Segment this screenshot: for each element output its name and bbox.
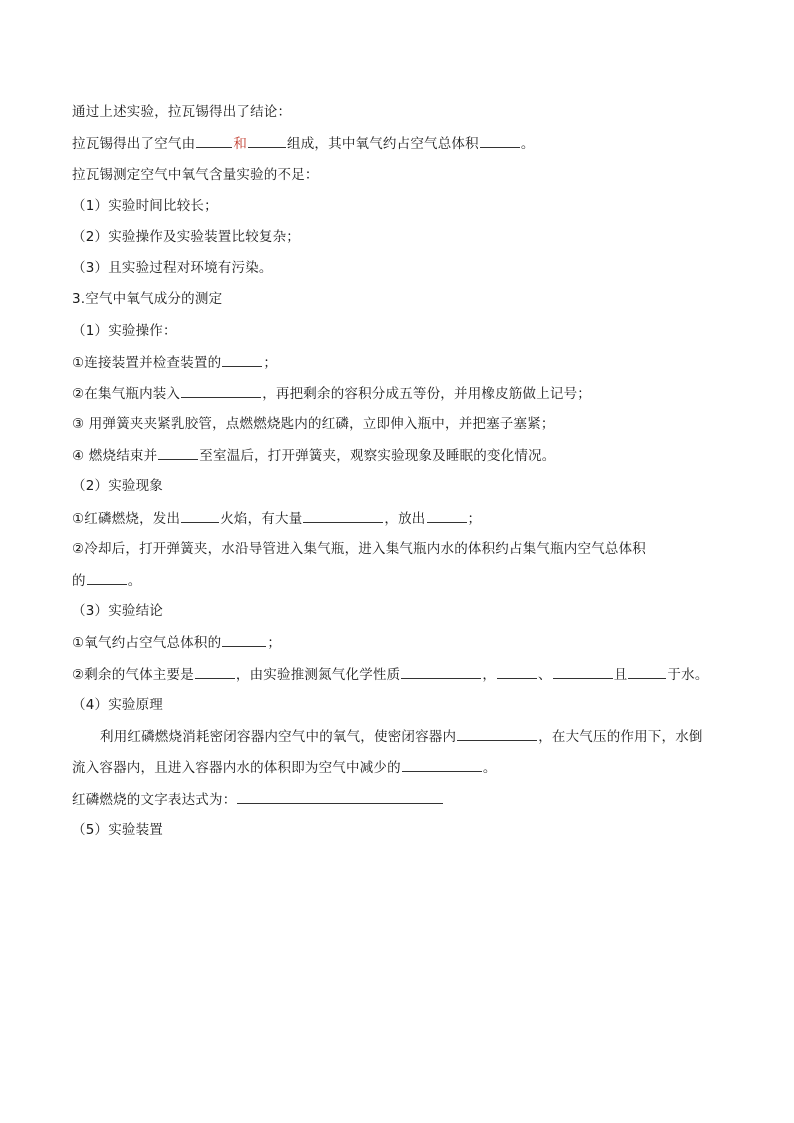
text: 3.空气中氧气成分的测定 <box>72 291 223 307</box>
text: ③ 用弹簧夹夹紧乳胶管，点燃燃烧匙内的红磷，立即伸入瓶中，并把塞子塞紧； <box>72 416 555 432</box>
blank-field[interactable] <box>248 134 286 148</box>
blank-field[interactable] <box>303 509 383 523</box>
text: （4）实验原理 <box>72 697 163 713</box>
step-4 <box>72 446 556 465</box>
subheading-apparatus <box>72 821 163 839</box>
blank-field[interactable] <box>181 384 261 398</box>
text: 流入容器内，且进入容器内水的体积即为空气中减少的 <box>72 760 401 776</box>
text: 、 <box>538 667 552 683</box>
blank-field[interactable] <box>222 353 262 367</box>
phenomenon-2-cont <box>72 571 141 590</box>
blank-field[interactable] <box>222 633 266 647</box>
blank-field[interactable] <box>427 509 467 523</box>
text: ②剩余的气体主要是 <box>72 667 194 683</box>
subheading-phenomenon <box>72 477 163 495</box>
blank-field[interactable] <box>196 134 232 148</box>
text: ， <box>482 667 497 683</box>
blank-field[interactable] <box>87 571 127 585</box>
text: 拉瓦锡测定空气中氧气含量实验的不足： <box>72 167 319 183</box>
blank-field[interactable] <box>158 446 198 460</box>
text: 至室温后，打开弹簧夹，观察实验现象及睡眠的变化情况。 <box>199 448 556 464</box>
blank-field[interactable] <box>237 790 443 804</box>
text: ①红磷燃烧，发出 <box>72 511 181 527</box>
text: ； <box>263 355 278 371</box>
phenomenon-2 <box>72 540 646 558</box>
text: ，由实验推测氮气化学性质 <box>235 667 401 683</box>
step-3 <box>72 415 555 433</box>
text: ； <box>267 635 282 651</box>
blank-field[interactable] <box>181 509 219 523</box>
lavoisier-conclusion <box>72 134 535 153</box>
shortcoming-1 <box>72 197 218 215</box>
text: 且 <box>613 667 628 683</box>
principle-text <box>100 727 703 746</box>
text: ，放出 <box>384 511 426 527</box>
text: ②在集气瓶内装入 <box>72 386 181 402</box>
text: （2）实验操作及实验装置比较复杂； <box>72 229 300 245</box>
blank-field[interactable] <box>480 134 520 148</box>
text: 红磷燃烧的文字表达式为： <box>72 792 237 808</box>
step-2 <box>72 384 591 403</box>
blank-field[interactable] <box>628 665 666 679</box>
text: ，在大气压的作用下，水倒 <box>538 729 703 745</box>
text: ④ 燃烧结束并 <box>72 448 158 464</box>
shortcoming-2 <box>72 228 300 246</box>
blank-field[interactable] <box>402 758 482 772</box>
text: （5）实验装置 <box>72 822 163 838</box>
text: 。 <box>520 136 535 152</box>
text: 组成，其中氧气约占空气总体积 <box>287 136 479 152</box>
text: ，再把剩余的容积分成五等份，并用橡皮筋做上记号； <box>262 386 592 402</box>
text: 的 <box>72 573 86 589</box>
conclusion-intro <box>72 103 291 121</box>
text: 。 <box>127 573 142 589</box>
text: 通过上述实验，拉瓦锡得出了结论： <box>72 104 292 120</box>
text: 拉瓦锡得出了空气由 <box>72 136 196 152</box>
text: （3）实验结论 <box>72 603 163 619</box>
blank-field[interactable] <box>497 665 537 679</box>
text: 火焰，有大量 <box>220 511 303 527</box>
text: 于水。 <box>667 667 709 683</box>
text: ； <box>467 511 482 527</box>
blank-field[interactable] <box>457 727 537 741</box>
text: ②冷却后，打开弹簧夹，水沿导管进入集气瓶，进入集气瓶内水的体积约占集气瓶内空气总体积 <box>72 541 647 557</box>
subheading-principle <box>72 696 163 714</box>
subheading-operation <box>72 322 177 340</box>
blank-field[interactable] <box>553 665 613 679</box>
conclusion-1 <box>72 633 281 652</box>
word-equation <box>72 790 444 809</box>
text: ①连接装置并检查装置的 <box>72 355 222 371</box>
text: （2）实验现象 <box>72 478 163 494</box>
text: 利用红磷燃烧消耗密闭容器内空气中的氧气，使密闭容器内 <box>100 729 457 745</box>
blank-field[interactable] <box>401 665 481 679</box>
text: （3）且实验过程对环境有污染。 <box>72 260 273 276</box>
section-heading <box>72 290 222 308</box>
shortcomings-heading <box>72 166 319 184</box>
phenomenon-1 <box>72 509 481 528</box>
subheading-conclusion <box>72 602 163 620</box>
text: （1）实验操作： <box>72 323 177 339</box>
text: 。 <box>482 760 497 776</box>
step-1 <box>72 353 277 372</box>
text-accent: 和 <box>233 136 248 152</box>
principle-text-cont <box>72 758 497 777</box>
blank-field[interactable] <box>195 665 235 679</box>
text: （1）实验时间比较长； <box>72 198 218 214</box>
shortcoming-3 <box>72 259 273 277</box>
text: ①氧气约占空气总体积的 <box>72 635 222 651</box>
conclusion-2 <box>72 665 709 684</box>
